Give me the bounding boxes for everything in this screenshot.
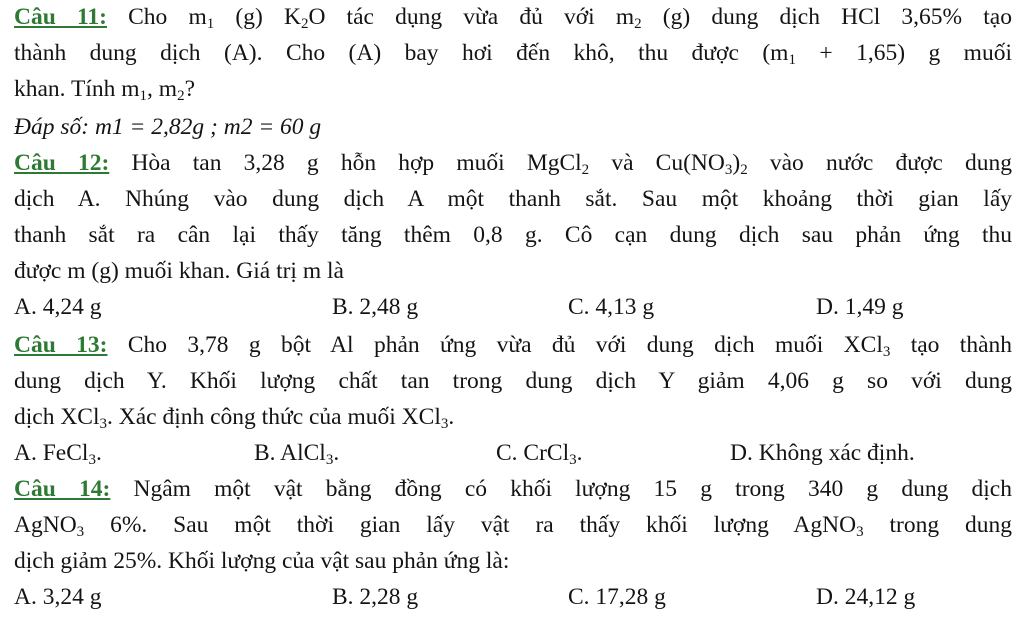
- q12-option-d: D. 1,49 g: [816, 294, 904, 320]
- q14-options: [14, 582, 1012, 612]
- q13-option-b: B. AlCl$_3$.: [254, 440, 340, 468]
- q12-option-a: A. 4,24 g: [14, 294, 102, 320]
- q14-option-d: D. 24,12 g: [816, 584, 916, 610]
- q11-answer: Đáp số: m1 = 2,82g ; m2 = 60 g: [14, 114, 322, 140]
- q11-line-3: khan. Tính $m_1$, $m_2$?: [14, 76, 196, 104]
- q11-line-1: Câu 11: Cho $m_1$ (g) $K_2O$ tác dụng vừa đủ với $m_2$ (g) dung dịch HCl 3,65% tạo: [14, 4, 1012, 32]
- q13-line-2: dung dịch Y. Khối lượng chất tan trong dung dịch Y giảm 4,06 g so với dung: [14, 368, 1012, 394]
- q13-line-1: Câu 13: Cho 3,78 g bột Al phản ứng vừa đủ với dung dịch muối XCl$_3$ tạo thành: [14, 332, 1013, 360]
- q13-line-3: dịch XCl$_3$. Xác định công thức của muối XCl$_3$.: [14, 404, 455, 432]
- q11-label: Câu 11:: [14, 4, 107, 30]
- q11-line-2: thành dung dịch (A). Cho (A) bay hơi đến khô, thu được $(m_1 + 1,65)$ g muối: [14, 40, 1012, 68]
- q14-line-1: Câu 14: Ngâm một vật bằng đồng có khối lượng 15 g trong 340 g dung dịch: [14, 476, 1012, 502]
- q13-options: [14, 438, 1012, 468]
- q12-label: Câu 12:: [14, 150, 110, 176]
- q14-option-c: C. 17,28 g: [568, 584, 666, 610]
- q13-label: Câu 13:: [14, 332, 108, 358]
- q13-option-c: C. CrCl$_3$.: [496, 440, 583, 468]
- q12-options: [14, 292, 1012, 322]
- q12-line-1: Câu 12: Hòa tan 3,28 g hỗn hợp muối MgCl$_2$ và $Cu(NO_3)_2$ vào nước được dung: [14, 150, 1012, 178]
- q14-option-b: B. 2,28 g: [332, 584, 419, 610]
- q13-option-a: A. FeCl$_3$.: [14, 440, 102, 468]
- q12-option-c: C. 4,13 g: [568, 294, 655, 320]
- q12-line-2: dịch A. Nhúng vào dung dịch A một thanh sắt. Sau một khoảng thời gian lấy: [14, 186, 1012, 212]
- q13-option-d: D. Không xác định.: [730, 440, 915, 466]
- q14-label: Câu 14:: [14, 476, 111, 502]
- q14-line-2: AgNO$_3$ 6%. Sau một thời gian lấy vật ra thấy khối lượng AgNO$_3$ trong dung: [14, 512, 1012, 540]
- q12-line-4: được m (g) muối khan. Giá trị m là: [14, 258, 344, 284]
- q14-line-3: dịch giảm 25%. Khối lượng của vật sau phản ứng là:: [14, 548, 510, 574]
- q12-line-3: thanh sắt ra cân lại thấy tăng thêm 0,8 g. Cô cạn dung dịch sau phản ứng thu: [14, 222, 1012, 248]
- q14-option-a: A. 3,24 g: [14, 584, 102, 610]
- q12-option-b: B. 2,48 g: [332, 294, 419, 320]
